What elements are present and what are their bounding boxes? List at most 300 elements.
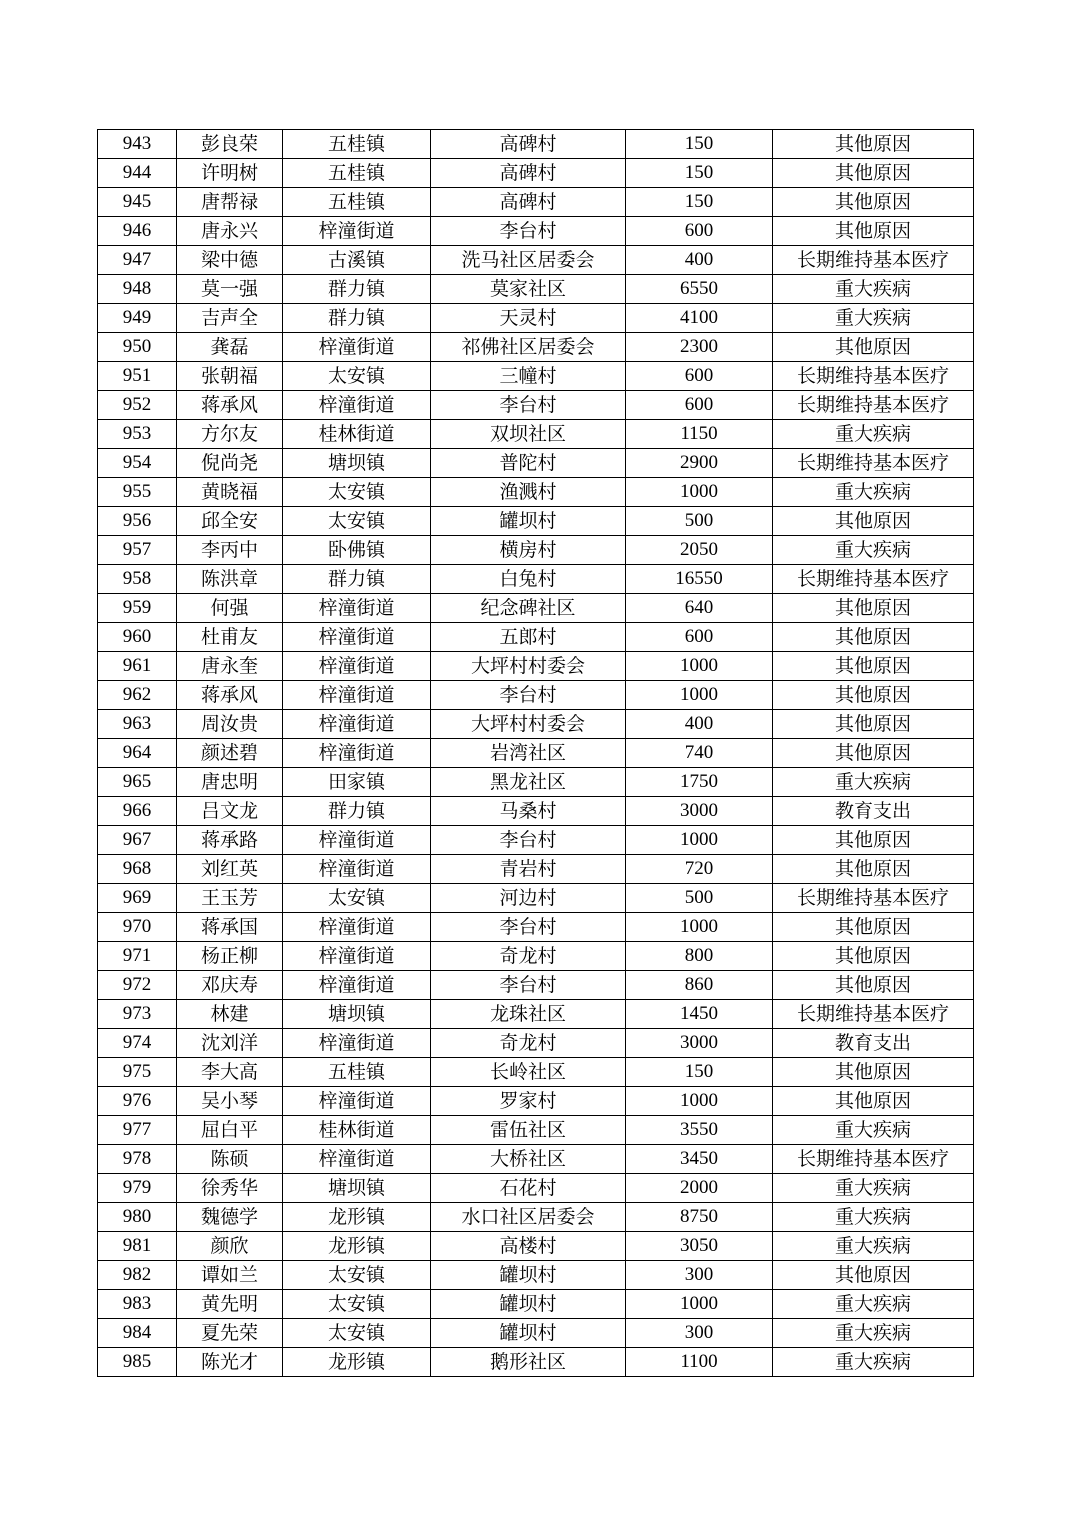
cell-person-name: 颜述碧 [177, 739, 283, 768]
table-row [98, 1058, 974, 1087]
cell-row-number: 973 [98, 1000, 177, 1029]
cell-reason: 重大疾病 [773, 1174, 974, 1203]
cell-amount: 1450 [626, 1000, 773, 1029]
cell-town: 太安镇 [283, 1319, 431, 1348]
cell-row-number: 966 [98, 797, 177, 826]
cell-person-name: 许明树 [177, 159, 283, 188]
cell-reason: 重大疾病 [773, 1203, 974, 1232]
table-row [98, 971, 974, 1000]
cell-person-name: 屈白平 [177, 1116, 283, 1145]
cell-reason: 其他原因 [773, 1058, 974, 1087]
assistance-table [97, 129, 974, 1377]
cell-amount: 150 [626, 159, 773, 188]
cell-town: 梓潼街道 [283, 942, 431, 971]
cell-row-number: 945 [98, 188, 177, 217]
cell-reason: 长期维持基本医疗 [773, 1000, 974, 1029]
table-row [98, 594, 974, 623]
cell-amount: 600 [626, 362, 773, 391]
cell-town: 五桂镇 [283, 188, 431, 217]
cell-village: 祁佛社区居委会 [431, 333, 626, 362]
cell-person-name: 谭如兰 [177, 1261, 283, 1290]
cell-town: 太安镇 [283, 884, 431, 913]
cell-town: 太安镇 [283, 362, 431, 391]
cell-amount: 740 [626, 739, 773, 768]
cell-reason: 长期维持基本医疗 [773, 362, 974, 391]
cell-village: 李台村 [431, 681, 626, 710]
cell-person-name: 徐秀华 [177, 1174, 283, 1203]
cell-amount: 4100 [626, 304, 773, 333]
cell-row-number: 946 [98, 217, 177, 246]
table-row [98, 623, 974, 652]
table-row [98, 507, 974, 536]
cell-row-number: 956 [98, 507, 177, 536]
cell-row-number: 976 [98, 1087, 177, 1116]
cell-person-name: 沈刘洋 [177, 1029, 283, 1058]
cell-village: 水口社区居委会 [431, 1203, 626, 1232]
table-row [98, 1261, 974, 1290]
cell-person-name: 王玉芳 [177, 884, 283, 913]
cell-reason: 其他原因 [773, 855, 974, 884]
cell-amount: 8750 [626, 1203, 773, 1232]
table-row [98, 159, 974, 188]
cell-row-number: 974 [98, 1029, 177, 1058]
cell-amount: 2300 [626, 333, 773, 362]
cell-town: 梓潼街道 [283, 1087, 431, 1116]
cell-village: 李台村 [431, 913, 626, 942]
table-row [98, 710, 974, 739]
cell-amount: 3550 [626, 1116, 773, 1145]
table-row [98, 681, 974, 710]
cell-reason: 重大疾病 [773, 1290, 974, 1319]
cell-town: 太安镇 [283, 1261, 431, 1290]
table-row [98, 1174, 974, 1203]
cell-reason: 其他原因 [773, 826, 974, 855]
cell-row-number: 960 [98, 623, 177, 652]
cell-reason: 重大疾病 [773, 1232, 974, 1261]
cell-reason: 其他原因 [773, 623, 974, 652]
cell-village: 鹅形社区 [431, 1348, 626, 1377]
table-row [98, 565, 974, 594]
cell-town: 五桂镇 [283, 130, 431, 159]
cell-row-number: 958 [98, 565, 177, 594]
cell-row-number: 959 [98, 594, 177, 623]
table-row [98, 855, 974, 884]
cell-amount: 400 [626, 246, 773, 275]
cell-amount: 600 [626, 217, 773, 246]
cell-row-number: 947 [98, 246, 177, 275]
cell-person-name: 蒋承路 [177, 826, 283, 855]
cell-town: 群力镇 [283, 565, 431, 594]
table-row [98, 1348, 974, 1377]
cell-amount: 150 [626, 1058, 773, 1087]
cell-person-name: 蒋承风 [177, 391, 283, 420]
cell-amount: 300 [626, 1261, 773, 1290]
cell-amount: 1150 [626, 420, 773, 449]
cell-town: 五桂镇 [283, 1058, 431, 1087]
cell-village: 洗马社区居委会 [431, 246, 626, 275]
cell-row-number: 954 [98, 449, 177, 478]
cell-village: 龙珠社区 [431, 1000, 626, 1029]
cell-town: 梓潼街道 [283, 333, 431, 362]
cell-village: 大坪村村委会 [431, 652, 626, 681]
cell-town: 梓潼街道 [283, 1145, 431, 1174]
cell-reason: 教育支出 [773, 797, 974, 826]
cell-amount: 1000 [626, 652, 773, 681]
cell-person-name: 蒋承国 [177, 913, 283, 942]
cell-row-number: 964 [98, 739, 177, 768]
cell-reason: 其他原因 [773, 913, 974, 942]
cell-amount: 1000 [626, 913, 773, 942]
cell-reason: 其他原因 [773, 1087, 974, 1116]
table-row [98, 391, 974, 420]
cell-village: 黑龙社区 [431, 768, 626, 797]
cell-person-name: 方尔友 [177, 420, 283, 449]
cell-amount: 150 [626, 130, 773, 159]
cell-reason: 长期维持基本医疗 [773, 1145, 974, 1174]
cell-amount: 1000 [626, 681, 773, 710]
cell-person-name: 吴小琴 [177, 1087, 283, 1116]
cell-town: 塘坝镇 [283, 1000, 431, 1029]
cell-row-number: 949 [98, 304, 177, 333]
cell-amount: 1750 [626, 768, 773, 797]
cell-town: 龙形镇 [283, 1348, 431, 1377]
cell-person-name: 黄晓福 [177, 478, 283, 507]
cell-reason: 其他原因 [773, 217, 974, 246]
cell-town: 塘坝镇 [283, 449, 431, 478]
cell-village: 高碑村 [431, 188, 626, 217]
cell-person-name: 莫一强 [177, 275, 283, 304]
table-row [98, 449, 974, 478]
cell-person-name: 张朝福 [177, 362, 283, 391]
table-row [98, 913, 974, 942]
cell-person-name: 杜甫友 [177, 623, 283, 652]
cell-person-name: 何强 [177, 594, 283, 623]
cell-row-number: 957 [98, 536, 177, 565]
cell-town: 群力镇 [283, 797, 431, 826]
table-row [98, 188, 974, 217]
cell-row-number: 984 [98, 1319, 177, 1348]
cell-reason: 重大疾病 [773, 1348, 974, 1377]
table-row [98, 1029, 974, 1058]
table-row [98, 1000, 974, 1029]
table-row [98, 884, 974, 913]
cell-town: 梓潼街道 [283, 971, 431, 1000]
cell-person-name: 陈硕 [177, 1145, 283, 1174]
cell-person-name: 龚磊 [177, 333, 283, 362]
table-row [98, 1232, 974, 1261]
table-row [98, 130, 974, 159]
cell-town: 卧佛镇 [283, 536, 431, 565]
cell-village: 李台村 [431, 217, 626, 246]
cell-town: 太安镇 [283, 507, 431, 536]
cell-town: 梓潼街道 [283, 681, 431, 710]
cell-row-number: 955 [98, 478, 177, 507]
cell-amount: 600 [626, 623, 773, 652]
cell-village: 李台村 [431, 971, 626, 1000]
cell-person-name: 颜欣 [177, 1232, 283, 1261]
cell-amount: 3450 [626, 1145, 773, 1174]
cell-reason: 长期维持基本医疗 [773, 391, 974, 420]
cell-person-name: 陈光才 [177, 1348, 283, 1377]
cell-person-name: 夏先荣 [177, 1319, 283, 1348]
cell-reason: 其他原因 [773, 594, 974, 623]
table-row [98, 768, 974, 797]
cell-amount: 1000 [626, 1290, 773, 1319]
table-row [98, 420, 974, 449]
cell-row-number: 952 [98, 391, 177, 420]
cell-person-name: 唐永奎 [177, 652, 283, 681]
cell-person-name: 陈洪章 [177, 565, 283, 594]
cell-amount: 600 [626, 391, 773, 420]
cell-town: 梓潼街道 [283, 391, 431, 420]
cell-row-number: 948 [98, 275, 177, 304]
cell-town: 梓潼街道 [283, 826, 431, 855]
cell-amount: 1000 [626, 1087, 773, 1116]
cell-village: 奇龙村 [431, 1029, 626, 1058]
cell-reason: 其他原因 [773, 130, 974, 159]
cell-row-number: 950 [98, 333, 177, 362]
table-row [98, 1116, 974, 1145]
cell-amount: 720 [626, 855, 773, 884]
cell-amount: 300 [626, 1319, 773, 1348]
cell-village: 罐坝村 [431, 1261, 626, 1290]
cell-person-name: 刘红英 [177, 855, 283, 884]
cell-person-name: 邓庆寿 [177, 971, 283, 1000]
cell-person-name: 周汝贵 [177, 710, 283, 739]
cell-reason: 其他原因 [773, 710, 974, 739]
cell-village: 天灵村 [431, 304, 626, 333]
cell-amount: 1000 [626, 826, 773, 855]
cell-row-number: 983 [98, 1290, 177, 1319]
cell-row-number: 943 [98, 130, 177, 159]
cell-town: 田家镇 [283, 768, 431, 797]
cell-reason: 重大疾病 [773, 275, 974, 304]
cell-village: 白兔村 [431, 565, 626, 594]
cell-row-number: 978 [98, 1145, 177, 1174]
cell-village: 罐坝村 [431, 1290, 626, 1319]
cell-town: 梓潼街道 [283, 652, 431, 681]
cell-town: 梓潼街道 [283, 710, 431, 739]
cell-village: 河边村 [431, 884, 626, 913]
cell-row-number: 975 [98, 1058, 177, 1087]
table-row [98, 826, 974, 855]
cell-amount: 500 [626, 507, 773, 536]
cell-town: 梓潼街道 [283, 913, 431, 942]
cell-town: 桂林街道 [283, 420, 431, 449]
table-row [98, 478, 974, 507]
table-row [98, 536, 974, 565]
cell-town: 梓潼街道 [283, 623, 431, 652]
table-row [98, 652, 974, 681]
cell-person-name: 梁中德 [177, 246, 283, 275]
cell-amount: 640 [626, 594, 773, 623]
cell-reason: 长期维持基本医疗 [773, 449, 974, 478]
cell-town: 梓潼街道 [283, 739, 431, 768]
cell-person-name: 林建 [177, 1000, 283, 1029]
cell-town: 梓潼街道 [283, 217, 431, 246]
table-row [98, 362, 974, 391]
cell-row-number: 962 [98, 681, 177, 710]
cell-village: 渔溅村 [431, 478, 626, 507]
cell-row-number: 967 [98, 826, 177, 855]
cell-person-name: 蒋承风 [177, 681, 283, 710]
cell-person-name: 吕文龙 [177, 797, 283, 826]
cell-village: 雷伍社区 [431, 1116, 626, 1145]
cell-village: 罐坝村 [431, 507, 626, 536]
cell-person-name: 李丙中 [177, 536, 283, 565]
cell-village: 五郎村 [431, 623, 626, 652]
cell-amount: 3000 [626, 797, 773, 826]
cell-person-name: 黄先明 [177, 1290, 283, 1319]
cell-person-name: 杨正柳 [177, 942, 283, 971]
table-row [98, 797, 974, 826]
table-row [98, 1319, 974, 1348]
cell-row-number: 965 [98, 768, 177, 797]
cell-person-name: 吉声全 [177, 304, 283, 333]
cell-town: 太安镇 [283, 1290, 431, 1319]
cell-reason: 长期维持基本医疗 [773, 884, 974, 913]
table-row [98, 1087, 974, 1116]
cell-row-number: 969 [98, 884, 177, 913]
cell-village: 纪念碑社区 [431, 594, 626, 623]
cell-reason: 其他原因 [773, 652, 974, 681]
cell-village: 李台村 [431, 826, 626, 855]
cell-reason: 其他原因 [773, 942, 974, 971]
cell-row-number: 971 [98, 942, 177, 971]
cell-amount: 800 [626, 942, 773, 971]
cell-village: 高碑村 [431, 130, 626, 159]
cell-reason: 其他原因 [773, 681, 974, 710]
cell-amount: 860 [626, 971, 773, 1000]
cell-village: 横房村 [431, 536, 626, 565]
cell-row-number: 979 [98, 1174, 177, 1203]
cell-amount: 500 [626, 884, 773, 913]
cell-person-name: 彭良荣 [177, 130, 283, 159]
cell-village: 马桑村 [431, 797, 626, 826]
cell-village: 岩湾社区 [431, 739, 626, 768]
cell-town: 龙形镇 [283, 1232, 431, 1261]
cell-village: 三幢村 [431, 362, 626, 391]
cell-village: 高碑村 [431, 159, 626, 188]
cell-reason: 其他原因 [773, 507, 974, 536]
cell-town: 梓潼街道 [283, 1029, 431, 1058]
table-row [98, 1145, 974, 1174]
cell-reason: 重大疾病 [773, 536, 974, 565]
table-row [98, 217, 974, 246]
cell-town: 太安镇 [283, 478, 431, 507]
cell-reason: 重大疾病 [773, 1116, 974, 1145]
cell-village: 长岭社区 [431, 1058, 626, 1087]
cell-reason: 其他原因 [773, 971, 974, 1000]
table-row [98, 942, 974, 971]
table-row [98, 304, 974, 333]
cell-reason: 其他原因 [773, 333, 974, 362]
cell-village: 普陀村 [431, 449, 626, 478]
cell-person-name: 邱全安 [177, 507, 283, 536]
cell-person-name: 唐永兴 [177, 217, 283, 246]
cell-person-name: 唐帮禄 [177, 188, 283, 217]
cell-row-number: 968 [98, 855, 177, 884]
cell-person-name: 唐忠明 [177, 768, 283, 797]
table-row [98, 275, 974, 304]
cell-reason: 重大疾病 [773, 1319, 974, 1348]
cell-amount: 3050 [626, 1232, 773, 1261]
cell-town: 塘坝镇 [283, 1174, 431, 1203]
cell-row-number: 972 [98, 971, 177, 1000]
cell-town: 梓潼街道 [283, 594, 431, 623]
cell-reason: 重大疾病 [773, 304, 974, 333]
cell-reason: 长期维持基本医疗 [773, 565, 974, 594]
cell-amount: 2000 [626, 1174, 773, 1203]
table-body [98, 130, 974, 1377]
cell-town: 龙形镇 [283, 1203, 431, 1232]
cell-amount: 1100 [626, 1348, 773, 1377]
cell-amount: 3000 [626, 1029, 773, 1058]
cell-amount: 16550 [626, 565, 773, 594]
cell-village: 大桥社区 [431, 1145, 626, 1174]
cell-amount: 150 [626, 188, 773, 217]
cell-row-number: 981 [98, 1232, 177, 1261]
table-row [98, 1203, 974, 1232]
cell-town: 梓潼街道 [283, 855, 431, 884]
cell-town: 五桂镇 [283, 159, 431, 188]
table-row [98, 333, 974, 362]
cell-person-name: 李大高 [177, 1058, 283, 1087]
cell-row-number: 953 [98, 420, 177, 449]
cell-reason: 其他原因 [773, 188, 974, 217]
table-row [98, 246, 974, 275]
cell-village: 大坪村村委会 [431, 710, 626, 739]
cell-person-name: 魏德学 [177, 1203, 283, 1232]
cell-village: 石花村 [431, 1174, 626, 1203]
cell-reason: 其他原因 [773, 1261, 974, 1290]
cell-amount: 2900 [626, 449, 773, 478]
cell-row-number: 982 [98, 1261, 177, 1290]
cell-reason: 其他原因 [773, 739, 974, 768]
cell-reason: 重大疾病 [773, 478, 974, 507]
cell-village: 莫家社区 [431, 275, 626, 304]
cell-village: 罐坝村 [431, 1319, 626, 1348]
cell-row-number: 944 [98, 159, 177, 188]
cell-town: 群力镇 [283, 275, 431, 304]
cell-village: 青岩村 [431, 855, 626, 884]
table-row [98, 739, 974, 768]
cell-person-name: 倪尚尧 [177, 449, 283, 478]
cell-reason: 长期维持基本医疗 [773, 246, 974, 275]
cell-village: 高楼村 [431, 1232, 626, 1261]
cell-reason: 其他原因 [773, 159, 974, 188]
cell-amount: 2050 [626, 536, 773, 565]
cell-amount: 6550 [626, 275, 773, 304]
cell-row-number: 977 [98, 1116, 177, 1145]
cell-village: 李台村 [431, 391, 626, 420]
cell-reason: 教育支出 [773, 1029, 974, 1058]
table-row [98, 1290, 974, 1319]
cell-row-number: 963 [98, 710, 177, 739]
cell-row-number: 951 [98, 362, 177, 391]
cell-row-number: 970 [98, 913, 177, 942]
cell-amount: 400 [626, 710, 773, 739]
cell-town: 群力镇 [283, 304, 431, 333]
cell-reason: 重大疾病 [773, 420, 974, 449]
cell-row-number: 985 [98, 1348, 177, 1377]
cell-village: 罗家村 [431, 1087, 626, 1116]
cell-village: 双坝社区 [431, 420, 626, 449]
cell-town: 桂林街道 [283, 1116, 431, 1145]
cell-row-number: 980 [98, 1203, 177, 1232]
cell-row-number: 961 [98, 652, 177, 681]
cell-village: 奇龙村 [431, 942, 626, 971]
